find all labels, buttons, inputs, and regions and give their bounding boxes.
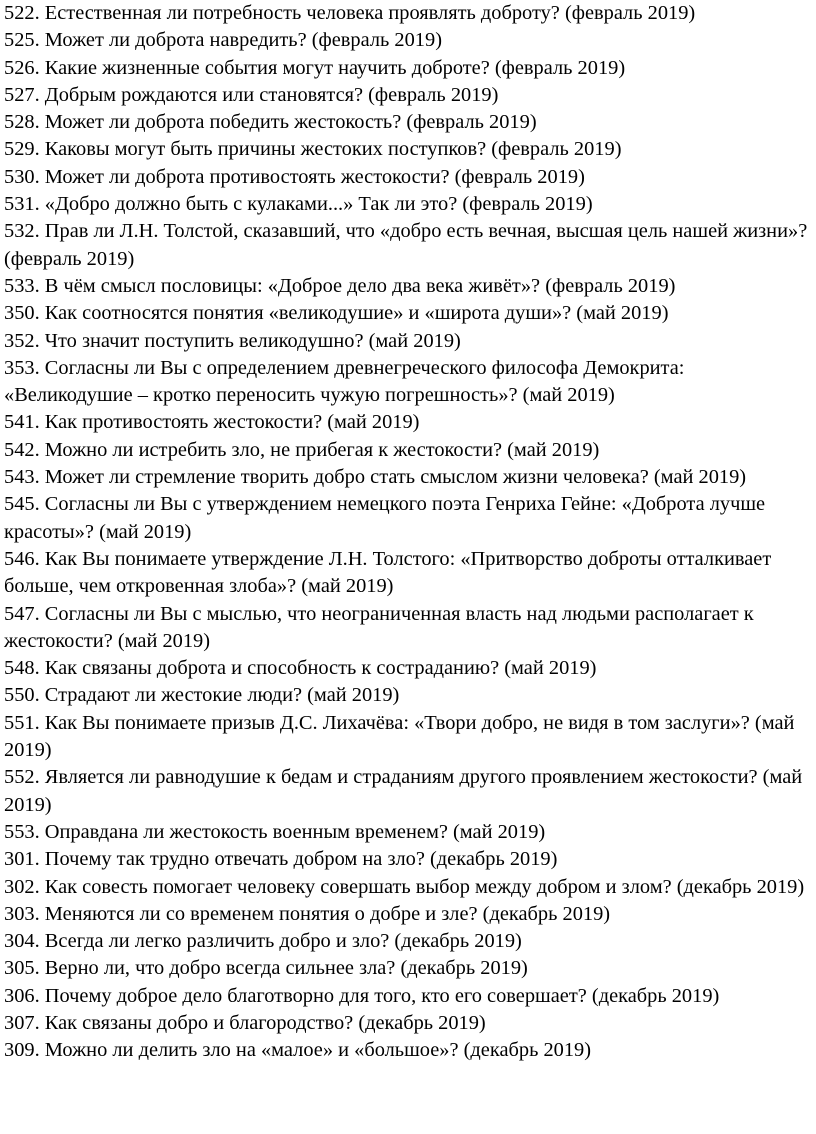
topic-item: 307. Как связаны добро и благородство? (декабрь 2019) <box>4 1011 486 1034</box>
topic-item: 305. Верно ли, что добро всегда сильнее зла? (декабрь 2019) <box>4 957 528 980</box>
topic-item: 542. Можно ли истребить зло, не прибегая к жестокости? (май 2019) <box>4 438 600 461</box>
topic-item: 529. Каковы могут быть причины жестоких поступков? (февраль 2019) <box>4 138 622 161</box>
topic-item: 553. Оправдана ли жестокость военным временем? (май 2019) <box>4 820 546 843</box>
topic-item: 545. Согласны ли Вы с утверждением немецкого поэта Генриха Гейне: «Доброта лучше красоты»? (май 2019) <box>4 493 766 543</box>
topic-item: 302. Как совесть помогает человеку совершать выбор между добром и злом? (декабрь 2019) <box>4 875 805 898</box>
topic-item: 301. Почему так трудно отвечать добром на зло? (декабрь 2019) <box>4 848 558 871</box>
topic-item: 532. Прав ли Л.Н. Толстой, сказавший, что «добро есть вечная, высшая цель нашей жизни»? (февраль 2019) <box>4 220 808 270</box>
topic-item: 546. Как Вы понимаете утверждение Л.Н. Толстого: «Притворство доброты отталкивает больше, чем откровенная злоба»? (май 2019) <box>4 547 772 598</box>
topic-item: 531. «Добро должно быть с кулаками...» Так ли это? (февраль 2019) <box>4 193 593 216</box>
topic-item: 526. Какие жизненные события могут научить доброте? (февраль 2019) <box>4 56 626 79</box>
topic-item: 352. Что значит поступить великодушно? (май 2019) <box>4 329 461 352</box>
topic-item: 304. Всегда ли легко различить добро и зло? (декабрь 2019) <box>4 930 522 953</box>
topic-item: 552. Является ли равнодушие к бедам и страданиям другого проявлением жестокости? (май 2019) <box>4 766 803 816</box>
topic-item: 306. Почему доброе дело благотворно для того, кто его совершает? (декабрь 2019) <box>4 984 720 1007</box>
topic-item: 541. Как противостоять жестокости? (май 2019) <box>4 411 420 434</box>
topic-item: 533. В чём смысл пословицы: «Доброе дело два века живёт»? (февраль 2019) <box>4 274 676 297</box>
topic-item: 309. Можно ли делить зло на «малое» и «большое»? (декабрь 2019) <box>4 1039 592 1062</box>
topic-item: 525. Может ли доброта навредить? (февраль 2019) <box>4 29 442 52</box>
topic-item: 353. Согласны ли Вы с определением древнегреческого философа Демокрита: «Великодушие – кротко переносить чужую погрешность»? (май 2019) <box>4 356 685 407</box>
topic-item: 528. Может ли доброта победить жестокость? (февраль 2019) <box>4 111 537 134</box>
topic-item: 350. Как соотносятся понятия «великодушие» и «широта души»? (май 2019) <box>4 302 669 325</box>
topic-item: 550. Страдают ли жестокие люди? (май 2019) <box>4 684 400 707</box>
topic-item: 548. Как связаны доброта и способность к состраданию? (май 2019) <box>4 657 597 680</box>
topic-item: 551. Как Вы понимаете призыв Д.С. Лихачёва: «Твори добро, не видя в том заслуги»? (май 2019) <box>4 711 795 762</box>
topic-item: 527. Добрым рождаются или становятся? (февраль 2019) <box>4 83 499 106</box>
topic-item: 522. Естественная ли потребность человека проявлять доброту? (февраль 2019) <box>4 2 696 24</box>
topic-item: 547. Согласны ли Вы с мыслью, что неограниченная власть над людьми располагает к жестокости? (май 2019) <box>4 602 754 652</box>
topic-item: 543. Может ли стремление творить добро стать смыслом жизни человека? (май 2019) <box>4 466 747 489</box>
topic-item: 530. Может ли доброта противостоять жестокости? (февраль 2019) <box>4 165 585 188</box>
topic-item: 303. Меняются ли со временем понятия о добре и зле? (декабрь 2019) <box>4 902 611 925</box>
topic-list <box>4 0 810 1065</box>
